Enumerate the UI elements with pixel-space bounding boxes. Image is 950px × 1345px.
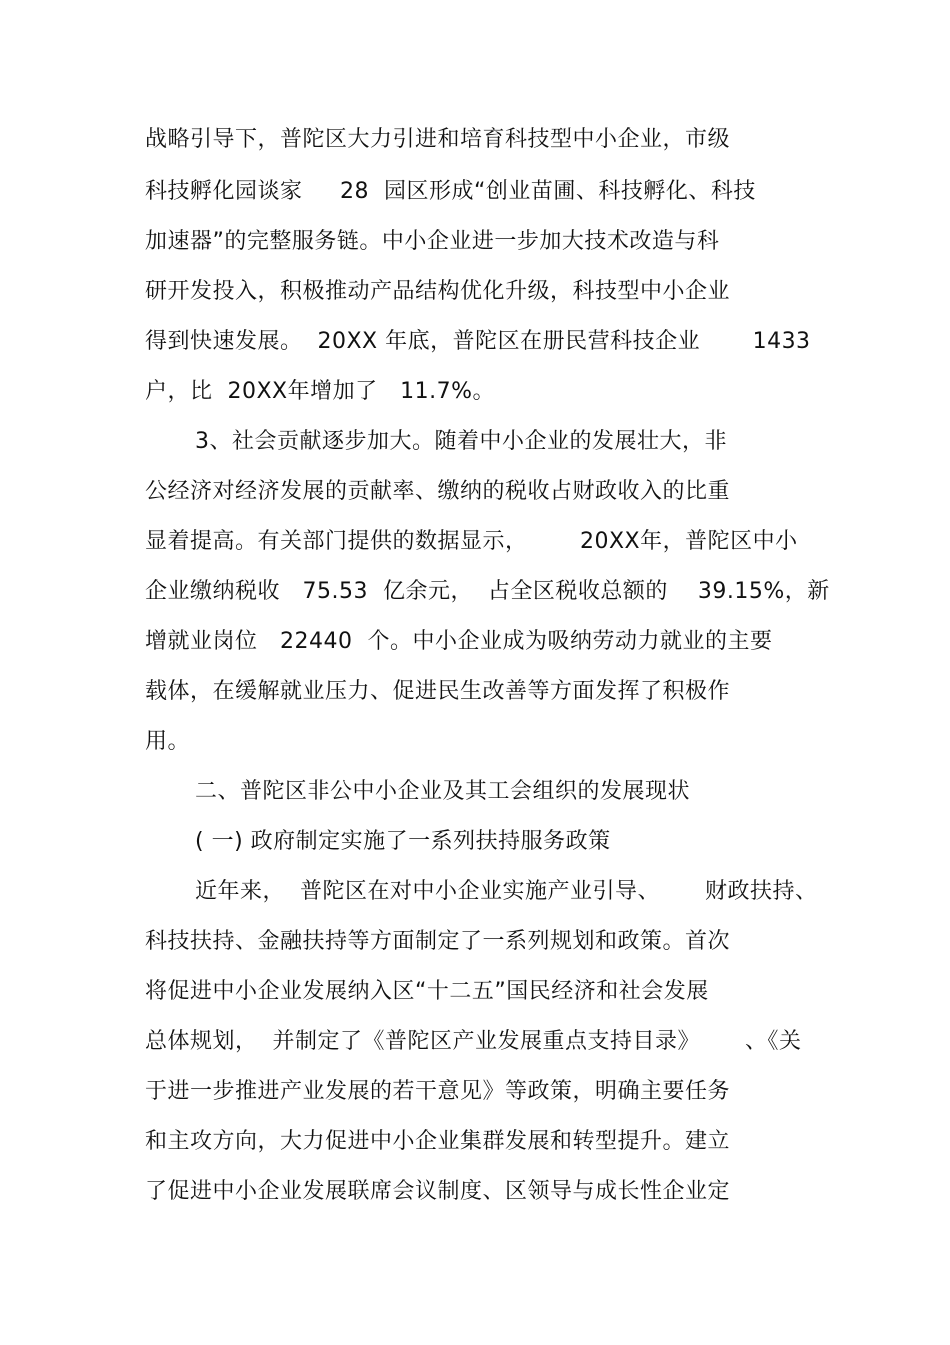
text-line: 企业缴纳税收 75.53 亿余元， 占全区税收总额的 39.15%，新: [145, 579, 830, 604]
text-line: 用。: [145, 729, 191, 754]
text-line: 科技扶持、金融扶持等方面制定了一系列规划和政策。首次: [145, 929, 731, 954]
paragraph-start-line: 3、社会贡献逐步加大。随着中小企业的发展壮大，非: [195, 429, 727, 454]
text-line: 加速器”的完整服务链。中小企业进一步加大技术改造与科: [145, 229, 720, 254]
text-line: 总体规划， 并制定了《普陀区产业发展重点支持目录》 、《关: [145, 1029, 802, 1054]
text-line: 研开发投入，积极推动产品结构优化升级，科技型中小企业: [145, 279, 731, 304]
text-line: 载体，在缓解就业压力、促进民生改善等方面发挥了积极作: [145, 679, 731, 704]
text-line: 科技孵化园谈家 28 园区形成“创业苗圃、科技孵化、科技: [145, 179, 756, 204]
text-line: 战略引导下，普陀区大力引进和培育科技型中小企业，市级: [145, 127, 731, 152]
text-line: 公经济对经济发展的贡献率、缴纳的税收占财政收入的比重: [145, 479, 731, 504]
text-line: 得到快速发展。 20XX 年底，普陀区在册民营科技企业 1433: [145, 329, 811, 354]
section-heading: 二、普陀区非公中小企业及其工会组织的发展现状: [195, 779, 691, 804]
text-line: 户，比 20XX年增加了 11.7%。: [145, 379, 495, 404]
text-line: 和主攻方向，大力促进中小企业集群发展和转型提升。建立: [145, 1129, 731, 1154]
text-line: 增就业岗位 22440 个。中小企业成为吸纳劳动力就业的主要: [145, 629, 773, 654]
subsection-heading: ( 一) 政府制定实施了一系列扶持服务政策: [195, 829, 611, 854]
text-line: 显着提高。有关部门提供的数据显示， 20XX年，普陀区中小: [145, 529, 798, 554]
paragraph-start-line: 近年来， 普陀区在对中小企业实施产业引导、 财政扶持、: [195, 879, 818, 904]
text-line: 将促进中小企业发展纳入区“十二五”国民经济和社会发展: [145, 979, 709, 1004]
text-line: 于进一步推进产业发展的若干意见》等政策，明确主要任务: [145, 1079, 731, 1104]
text-line: 了促进中小企业发展联席会议制度、区领导与成长性企业定: [145, 1179, 731, 1204]
